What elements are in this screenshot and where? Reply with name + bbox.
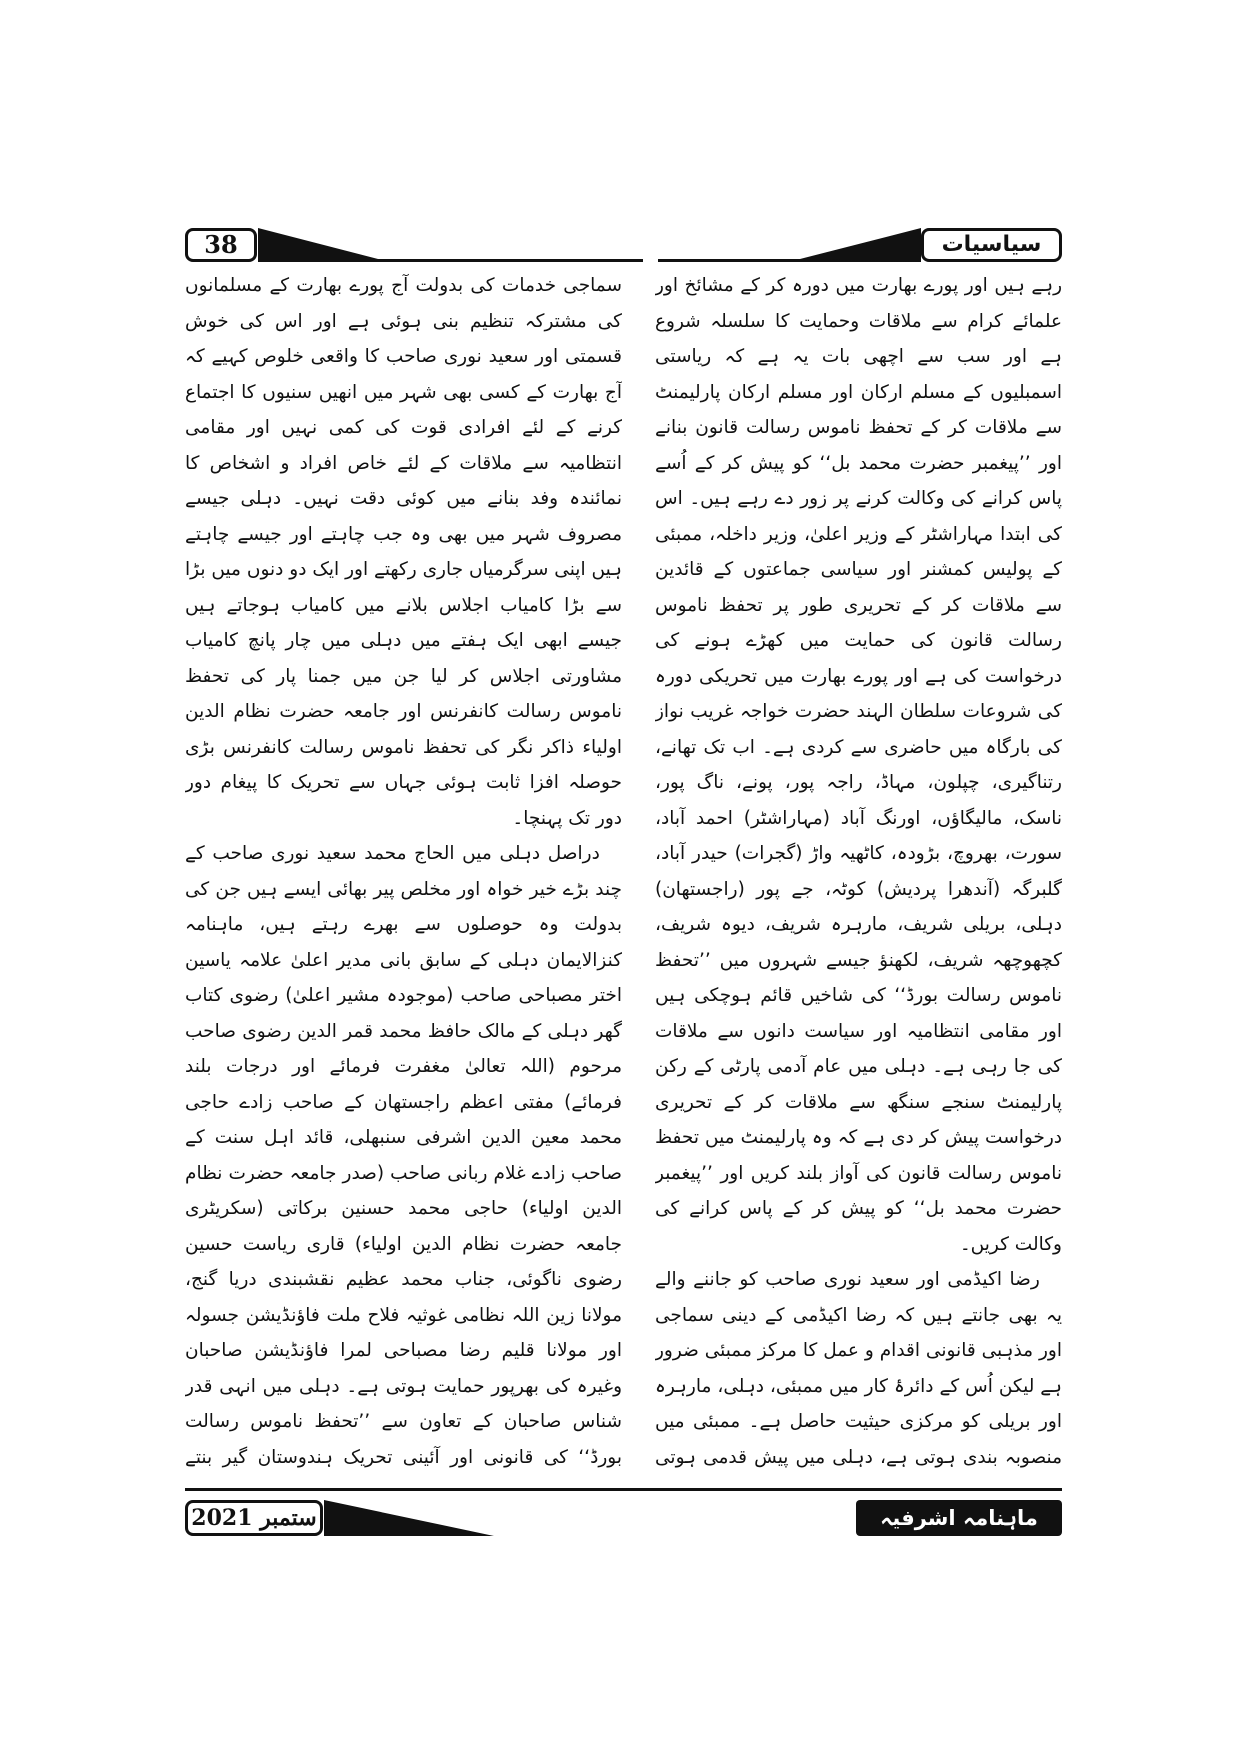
paragraph: دراصل دہلی میں الحاج محمد سعید نوری صاحب کے چند بڑے خیر خواہ اور مخلص پیر بھائی ایسے ہیں جن کی بدولت وہ حوصلوں سے بھرے رہتے ہیں، ماہنامہ کنزالایمان دہلی کے سابق بانی مدیر اعلیٰ علامہ یاسین اختر مصباحی صاحب (موجودہ مشیر اعلیٰ) رضوی کتاب گھر دہلی کے مالک حافظ محمد قمر الدین رضوی صاحب مرحوم (اللہ تعالیٰ مغفرت فرمائے اور درجات بلند فرمائے) مفتی اعظم راجستھان کے صاحب زادے حاجی محمد معین الدین اشرفی سنبھلی، قائد اہل سنت کے صاحب زادے غلام ربانی صاحب (صدر جامعہ حضرت نظام الدین اولیاء) حاجی محمد حسنین برکاتی (سکریٹری جامعہ حضرت نظام الدین اولیاء) قاری ریاست حسین رضوی ناگوئی، جناب محمد عظیم نقشبندی دریا گنج، مولانا زین اللہ نظامی غوثیہ فلاح ملت فاؤنڈیشن جسولہ اور مولانا قلیم رضا مصباحی لمرا فاؤنڈیشن صاحبان وغیرہ کی بھرپور حمایت ہوتی ہے۔ دہلی میں انہی قدر شناس صاحبان کے تعاون سے ’’تحفظ ناموس رسالت بورڈ‘‘ کی قانونی اور آئینی تحریک ہندوستان گیر بنتے [185, 843, 622, 1468]
paragraph: رضا اکیڈمی اور سعید نوری صاحب کو جاننے والے یہ بھی جانتے ہیں کہ رضا اکیڈمی کے دینی سماجی اور مذہبی قانونی اقدام و عمل کا مرکز ممبئی ضرور ہے لیکن اُس کے دائرۂ کار میں ممبئی، دہلی، مارہرہ اور بریلی کو مرکزی حیثیت حاصل ہے۔ ممبئی میں منصوبہ بندی ہوتی ہے، دہلی میں پیش قدمی ہوتی [655, 1269, 1062, 1468]
issue-date: ستمبر 2021 [185, 1500, 323, 1536]
right-column [655, 268, 1062, 1478]
footer-wedge [324, 1500, 494, 1536]
header-wedge-left [258, 228, 378, 262]
left-column [185, 268, 622, 1478]
header-wedge-right [800, 228, 921, 262]
section-title: سیاسیات [921, 228, 1062, 262]
header-rule-left [258, 259, 643, 262]
paragraph: سماجی خدمات کی بدولت آج پورے بھارت کے مسلمانوں کی مشترکہ تنظیم بنی ہوئی ہے اور اس کی خوش قسمتی اور سعید نوری صاحب کا واقعی خلوص کہیے کہ آج بھارت کے کسی بھی شہر میں انھیں سنیوں کا اجتماع کرنے کے لئے افرادی قوت کی کمی نہیں اور مقامی انتظامیہ سے ملاقات کے لئے خاص افراد و اشخاص کا نمائندہ وفد بنانے میں کوئی دقت نہیں۔ دہلی جیسے مصروف شہر میں بھی وہ جب چاہتے اور جیسے چاہتے ہیں اپنی سرگرمیاں جاری رکھتے اور ایک دو دنوں میں بڑا سے بڑا کامیاب اجلاس بلانے میں کامیاب ہوجاتے ہیں جیسے ابھی ایک ہفتے میں دہلی میں چار پانچ کامیاب مشاورتی اجلاس کر لیا جن میں جمنا پار کی تحفظ ناموس رسالت کانفرنس اور جامعہ حضرت نظام الدین اولیاء ذاکر نگر کی تحفظ ناموس رسالت کانفرنس بڑی حوصلہ افزا ثابت ہوئی جہاں سے تحریک کا پیغام دور دور تک پہنچا۔ [185, 275, 622, 829]
footer-rule [185, 1488, 1062, 1491]
magazine-name: ماہنامہ اشرفیہ [856, 1500, 1062, 1536]
page-number: 38 [185, 228, 257, 262]
paragraph: رہے ہیں اور پورے بھارت میں دورہ کر کے مشائخ اور علمائے کرام سے ملاقات وحمایت کا سلسلہ شروع ہے اور سب سے اچھی بات یہ ہے کہ ریاستی اسمبلیوں کے مسلم ارکان اور مسلم ارکان پارلیمنٹ سے ملاقات کر کے تحفظ ناموس رسالت قانون بنانے اور ’’پیغمبر حضرت محمد بل‘‘ کو پیش کر کے اُسے پاس کرانے کی وکالت کرنے پر زور دے رہے ہیں۔ اس کی ابتدا مہاراشٹر کے وزیر اعلیٰ، وزیر داخلہ، ممبئی کے پولیس کمشنر اور سیاسی جماعتوں کے قائدین سے ملاقات کر کے تحریری طور پر تحفظ ناموس رسالت قانون کی حمایت میں کھڑے ہونے کی درخواست کی ہے اور پورے بھارت میں تحریکی دورہ کی شروعات سلطان الہند حضرت خواجہ غریب نواز کی بارگاہ میں حاضری سے کردی ہے۔ اب تک تھانے، رتناگیری، چپلون، مہاڈ، راجہ پور، پونے، ناگ پور، ناسک، مالیگاؤں، اورنگ آباد (مہاراشٹر) احمد آباد، سورت، بھروچ، بڑودہ، کاٹھیہ واڑ (گجرات) حیدر آباد، گلبرگہ (آندھرا پردیش) کوٹہ، جے پور (راجستھان) دہلی، بریلی شریف، مارہرہ شریف، دیوہ شریف، کچھوچھہ شریف، لکھنؤ جیسے شہروں میں ’’تحفظ ناموس رسالت بورڈ‘‘ کی شاخیں قائم ہوچکی ہیں اور مقامی انتظامیہ اور سیاست دانوں سے ملاقات کی جا رہی ہے۔ دہلی میں عام آدمی پارٹی کے رکن پارلیمنٹ سنجے سنگھ سے ملاقات کر کے تحریری درخواست پیش کر دی ہے کہ وہ پارلیمنٹ میں تحفظ ناموس رسالت قانون کی آواز بلند کریں اور ’’پیغمبر حضرت محمد بل‘‘ کو پیش کر کے پاس کرانے کی وکالت کریں۔ [655, 275, 1062, 1255]
